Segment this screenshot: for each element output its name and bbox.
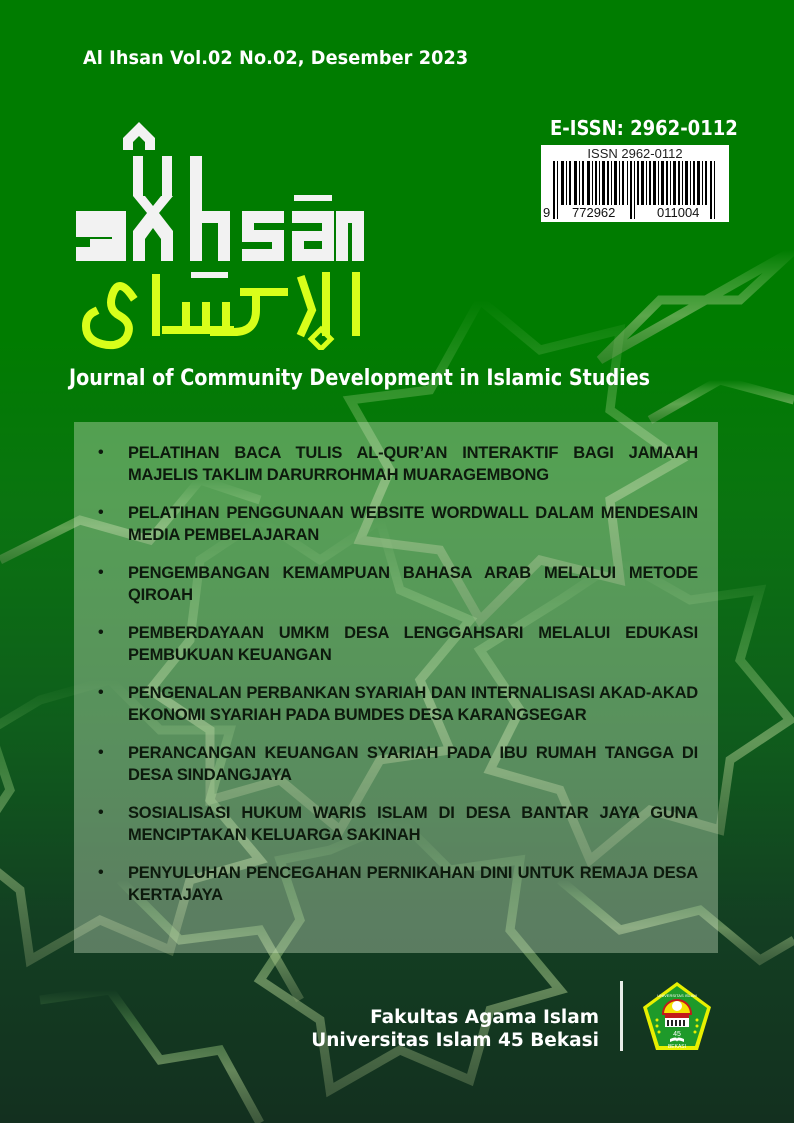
- eissn-label: E-ISSN: 2962-0112: [550, 116, 738, 140]
- al-ihsan-arabic-logo: [76, 270, 366, 350]
- emblem-top-text: UNIVERSITAS ISLAM: [657, 993, 697, 998]
- bullet-icon: •: [98, 744, 104, 761]
- barcode-digit-first: 9: [543, 205, 551, 220]
- barcode-digits-left: 772962: [572, 205, 616, 220]
- article-list: [74, 442, 718, 922]
- university-emblem-icon: [641, 980, 713, 1052]
- article-title: PENGEMBANGAN KEMAMPUAN BAHASA ARAB MELALUI METODE QIROAH: [128, 564, 698, 604]
- article-item: [74, 622, 718, 666]
- emblem-number: 45: [673, 1031, 681, 1038]
- article-title: PENGENALAN PERBANKAN SYARIAH DAN INTERNALISASI AKAD-AKAD EKONOMI SYARIAH PADA BUMDES DESA KARANGSEGAR: [128, 684, 698, 724]
- issue-line: Al Ihsan Vol.02 No.02, Desember 2023: [83, 47, 469, 69]
- university-name: Universitas Islam 45 Bekasi: [311, 1030, 599, 1051]
- al-ihsan-latin-logo: [74, 108, 364, 278]
- emblem-bottom-text: BEKASI: [667, 1044, 687, 1050]
- publisher-block: [311, 1006, 599, 1052]
- bullet-icon: •: [98, 804, 104, 821]
- article-item: [74, 862, 718, 906]
- footer-divider: [620, 981, 623, 1051]
- article-item: [74, 442, 718, 486]
- article-title: PELATIHAN PENGGUNAAN WEBSITE WORDWALL DALAM MENDESAIN MEDIA PEMBELAJARAN: [128, 504, 698, 544]
- article-title: PEMBERDAYAAN UMKM DESA LENGGAHSARI MELALUI EDUKASI PEMBUKUAN KEUANGAN: [128, 624, 698, 664]
- issn-barcode: [541, 145, 729, 222]
- faculty-name: Fakultas Agama Islam: [370, 1007, 599, 1028]
- bullet-icon: •: [98, 684, 104, 701]
- bullet-icon: •: [98, 504, 104, 521]
- article-title: PENYULUHAN PENCEGAHAN PERNIKAHAN DINI UNTUK REMAJA DESA KERTAJAYA: [128, 864, 698, 904]
- bullet-icon: •: [98, 864, 104, 881]
- bullet-icon: •: [98, 564, 104, 581]
- barcode-digits-right: 011004: [657, 205, 700, 220]
- article-item: [74, 562, 718, 606]
- article-item: [74, 682, 718, 726]
- article-item: [74, 802, 718, 846]
- article-item: [74, 742, 718, 786]
- bullet-icon: •: [98, 444, 104, 461]
- article-item: [74, 502, 718, 546]
- articles-panel: [74, 422, 718, 953]
- bullet-icon: •: [98, 624, 104, 641]
- journal-title: Journal of Community Development in Islamic Studies: [69, 366, 651, 391]
- article-title: SOSIALISASI HUKUM WARIS ISLAM DI DESA BANTAR JAYA GUNA MENCIPTAKAN KELUARGA SAKINAH: [128, 804, 698, 844]
- article-title: PELATIHAN BACA TULIS AL-QUR’AN INTERAKTIF BAGI JAMAAH MAJELIS TAKLIM DARURROHMAH MUARAGEMBONG: [128, 444, 698, 484]
- barcode-issn-label: ISSN 2962-0112: [587, 146, 683, 161]
- article-title: PERANCANGAN KEUANGAN SYARIAH PADA IBU RUMAH TANGGA DI DESA SINDANGJAYA: [128, 744, 698, 784]
